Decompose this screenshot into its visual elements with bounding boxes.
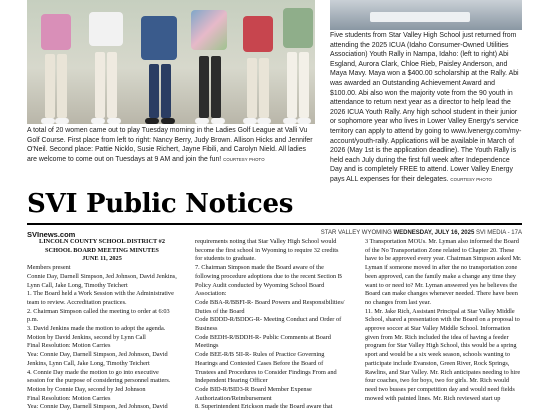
notice-heading: JUNE 11, 2025 [82, 255, 122, 263]
notice-heading: LINCOLN COUNTY SCHOOL DISTRICT #2 [39, 238, 165, 245]
notice-line: Members present [27, 264, 71, 272]
folio-page: SVI MEDIA - 17A [475, 230, 522, 236]
notice-line: Final Resolution: Motion Carries [27, 342, 111, 350]
notice-line: Code BEDH-R/BDDH-R- Public Comments at Board Meetings [195, 333, 331, 350]
notice-heading: SCHOOL BOARD MEETING MINUTES [45, 246, 159, 254]
caption-text: A total of 20 women came out to play Tuesday morning in the Ladies Golf League at Valli Vu Golf Course. First place from left to right: Nancy Berry, Judy Brown. Allison Hicks and Jennifer O'Neil. Second place: Pattie Nicklo, Susie Richert, Jayne Fibili, and Carolyn Nield. All ladies are welcome to come out on Tuesdays at 9 AM and join the fun! [27, 127, 313, 163]
section-masthead [27, 187, 522, 227]
photo-figure [239, 16, 277, 124]
notice-line: 7. Chairman Simpson made the Board aware of the following procedure adoptions due to the recent Section B Policy Audit conducted by Wyoming School Board Association: [195, 264, 342, 298]
photo-figure [35, 14, 75, 124]
page-folio [270, 230, 522, 236]
site-name: SVInews.com [27, 230, 76, 239]
photo-figure [85, 12, 127, 124]
caption-text: Five students from Star Valley High School just returned from attending the 2025 ICUA (Idaho Consumer-Owned Utilities Association) Youth Rally in Nampa, Idaho: (left to right) Abi Esgland, Aurora Clark, Chloe Rieb, Paisley Anderson, and Maya Mavy. Maya won a $400.00 scholarship at the Rally. Abi was awarded an Outstanding Achievement Award and $100.00. Abi also won the majority vote from the 90 youth in attendance to return next year as a director to help lead the 2026 ICUA Youth Rally. Any high school student in their junior or sophomore year who lives in Lower Valley Energy's service territory can apply to attend by going to www.lvenergy.com/my-account/youth-rally. Applications will be available in March of 2026 (May 1st is the application deadline). The Youth Rally is held each July during the first full week after Independence Day and is completely FREE to attend. Lower Valley Energy pays ALL expenses for their delegates. [330, 32, 522, 183]
photo-figure [187, 10, 231, 124]
notice-line: Final Resolution: Motion Carries [27, 394, 111, 402]
photo-figure [279, 8, 315, 124]
notice-line: 3. David Jenkins made the motion to adopt the agenda. [27, 325, 166, 333]
notice-line: 3 Transportation MOUs. Mr. Lyman also informed the Board of the No Transportation Zone related to Chapter 20. These have to be approved every year. Chairman Simpson asked Mr. Lyman if someone moved in after the no transportation zone been approved, can the family make a change any time they want to or need to? Mr. Lyman answered yes he believes the Board can make changes whenever needed. There have been no changes from last year. [365, 238, 522, 306]
notice-column-1 [27, 238, 177, 412]
photo-figure [137, 16, 181, 124]
folio-location: STAR VALLEY WYOMING [320, 230, 392, 236]
notice-line: 2. Chairman Simpson called the meeting to order at 6:03 p.m. [27, 307, 170, 324]
notice-line: Connie Day, Darnell Simpson, Jed Johnson, David Jenkins, Lynn Call, Jake Long, Timothy Teichert [27, 272, 177, 289]
section-title: SVI Public Notices [27, 189, 294, 219]
golf-league-photo [27, 0, 315, 124]
notice-line: Code BID-R/BID3-R Board Member Expense Authorization/Reimbursement [195, 385, 312, 402]
notice-line: Yea: Connie Day, Darnell Simpson, Jed Johnson, David Jenkins, Lynn Call, Jake Long, Timothy Teichert [27, 351, 168, 367]
notice-line: Code BEE-R/B 5II-R- Rules of Practice Governing Hearings and Contested Cases Before the Board of Trustees and Procedures to Consider Findings From and Independent Hearing Officer [195, 351, 337, 385]
golf-photo-caption [27, 126, 315, 164]
notice-line: Yea: Connie Day, Darnell Simpson, Jed Johnson, David [27, 403, 168, 411]
notice-line: Code BBA-R/BBFI-R- Board Powers and Responsibilities/ Duties of the Board [195, 298, 345, 315]
youth-rally-caption [330, 31, 522, 185]
photo-banner [370, 12, 470, 22]
notice-line: requirements noting that Star Valley High School would become the first school in Wyoming to require 32 credits for students to graduate. [195, 238, 339, 263]
photo-credit: COURTESY PHOTO [223, 156, 265, 162]
notice-line: 1. The Board held a Work Session with the Administrative team to review. Accreditation practices. [27, 290, 174, 306]
notice-line: Code BDDD-R/BDDG-R- Meeting Conduct and Order of Business [195, 316, 342, 333]
folio-date: WEDNESDAY, JULY 16, 2025 [393, 230, 475, 236]
masthead-rule [27, 223, 522, 225]
notice-line: 4. Connie Day made the motion to go into executive session for the purpose of considering personnel matters. [27, 368, 171, 385]
youth-rally-photo [330, 0, 522, 30]
notice-line: 8. Superintendent Erickson made the Board aware that [195, 403, 333, 411]
notice-column-3 [365, 238, 522, 403]
notice-line: 11. Mr. Jake Rich, Assistant Principal at Star Valley Middle School, shared a presentation with the Board on a proposal to approve soccer at Star Valley Middle School. Information given from Mr. Rich included the idea of having a feeder program for Star Valley High School, this would be a spring sport and would be a six week season, schools wanting to participate include Evanston, Green River, Rock Springs, Rawlins, and Star Valley. Mr. Rich anticipates needing to hire four coaches, two for boys, two for girls. Mr. Rich would need two busses per competition day and would need fields mowed with painted lines. Mr. Rich reviewed start up [365, 307, 521, 402]
notice-line: Motion by Connie Day, second by Jed Johnson [27, 385, 146, 393]
notice-line: Motion by David Jenkins, second by Lynn Call [27, 333, 146, 341]
photo-credit: COURTESY PHOTO [450, 176, 492, 182]
notice-column-2 [195, 238, 345, 412]
